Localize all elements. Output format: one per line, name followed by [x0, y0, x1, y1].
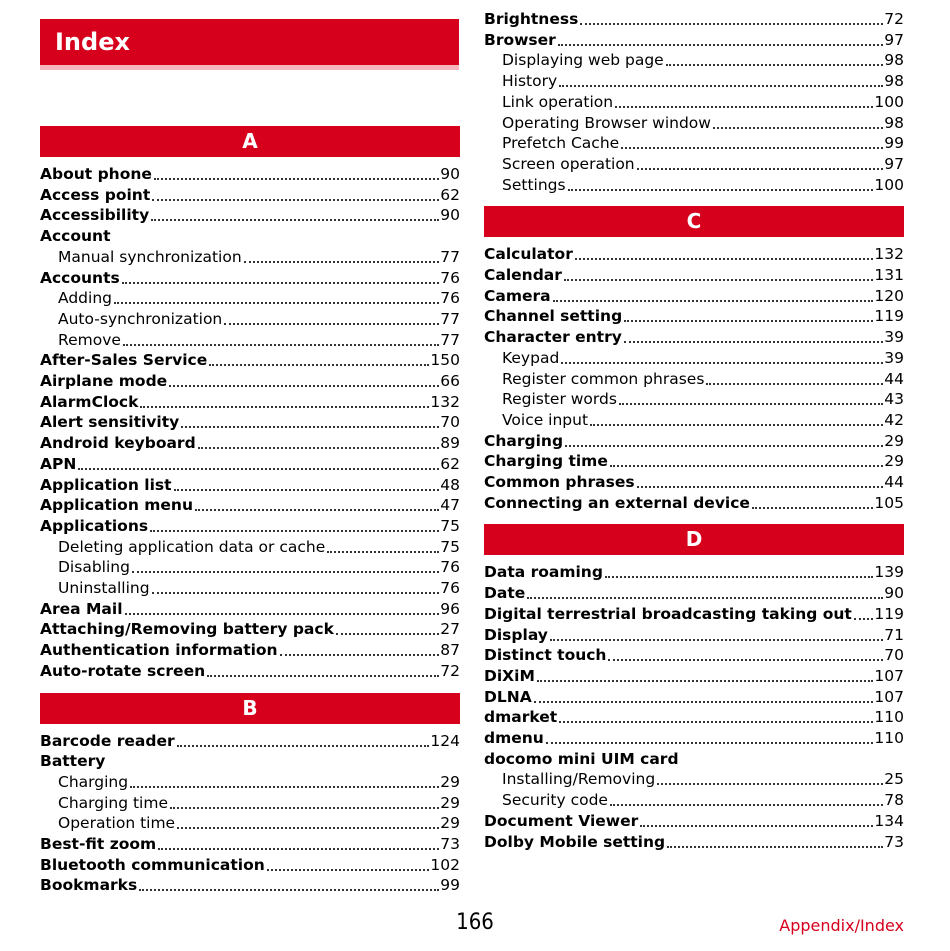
entry-label: Brightness	[484, 10, 579, 28]
entry-page-number: 110	[874, 708, 904, 727]
index-entry-connecting-an-external-device	[484, 492, 904, 513]
entry-page-number: 98	[884, 51, 904, 70]
entry-label: Charging	[484, 431, 564, 450]
dot-leader	[527, 597, 883, 599]
entry-label: Applications	[40, 516, 149, 535]
entry-page-number: 97	[884, 154, 904, 173]
dot-leader	[130, 786, 439, 788]
entry-label: AlarmClock	[40, 392, 139, 411]
entry-label: Best-fit zoom	[40, 835, 157, 853]
entry-label: Accounts	[40, 268, 120, 287]
entry-page-number: 102	[430, 855, 460, 874]
dot-leader	[565, 445, 883, 447]
dot-leader	[132, 571, 439, 573]
index-entry-brightness	[484, 8, 904, 29]
entry-page-number: 132	[874, 245, 904, 264]
index-subentry-security-code	[502, 789, 904, 810]
entry-label: Settings	[502, 175, 566, 194]
dot-leader	[667, 846, 883, 848]
dot-leader	[854, 618, 874, 620]
entry-label: Bookmarks	[40, 876, 138, 895]
entry-page-number: 98	[884, 113, 904, 132]
entry-label: Remove	[58, 330, 121, 349]
dot-leader	[122, 282, 440, 284]
entry-page-number: 134	[874, 811, 904, 830]
dot-leader	[657, 783, 883, 785]
index-subentry-link-operation	[502, 91, 904, 112]
index-entry-common-phrases	[484, 471, 904, 492]
entry-page-number: 73	[884, 832, 904, 851]
index-entry-application-menu	[40, 494, 460, 515]
entry-page-number: 39	[884, 328, 904, 347]
entry-page-number: 39	[884, 348, 904, 367]
index-entry-charging	[484, 430, 904, 451]
index-entry-camera	[484, 285, 904, 306]
dot-leader	[550, 639, 883, 641]
entry-label: Prefetch Cache	[502, 134, 620, 153]
entry-label: Charging time	[58, 793, 168, 812]
dot-leader	[558, 44, 883, 46]
index-entry-battery	[40, 750, 460, 771]
section-footer: Appendix/Index	[779, 916, 904, 935]
index-entry-character-entry	[484, 326, 904, 347]
entry-page-number: 66	[440, 372, 460, 390]
entry-label: Auto-rotate screen	[40, 661, 206, 680]
dot-leader	[224, 323, 439, 325]
entry-page-number: 77	[440, 309, 460, 328]
index-entry-attaching-removing-battery-pack	[40, 618, 460, 639]
entry-label: Charging	[58, 772, 129, 791]
entry-label: Digital terrestrial broadcasting taking out	[484, 604, 852, 623]
index-subentry-operating-browser-window	[502, 112, 904, 133]
entry-page-number: 105	[874, 493, 904, 512]
entry-label: DiXiM	[484, 666, 535, 685]
entry-page-number: 27	[440, 620, 460, 639]
index-entry-alert-sensitivity	[40, 411, 460, 432]
entry-page-number: 90	[440, 206, 460, 225]
entry-page-number: 87	[440, 641, 460, 660]
dot-leader	[152, 199, 439, 201]
dot-leader	[640, 825, 873, 827]
index-entry-barcode-reader	[40, 730, 460, 751]
dot-leader	[537, 680, 874, 682]
dot-leader	[139, 889, 439, 891]
entry-page-number: 75	[440, 516, 460, 535]
entry-page-number: 119	[874, 604, 904, 623]
entry-label: Android keyboard	[40, 434, 196, 453]
index-entry-dmenu	[484, 727, 904, 748]
dot-leader	[637, 486, 884, 488]
dot-leader	[244, 261, 440, 263]
entry-label: Authentication information	[40, 641, 278, 660]
dot-leader	[209, 364, 429, 366]
index-entry-best-fit-zoom	[40, 833, 460, 854]
entry-label: Uninstalling	[58, 579, 150, 597]
entry-label: Character entry	[484, 328, 622, 347]
dot-leader	[280, 654, 440, 656]
entry-page-number: 132	[430, 392, 460, 411]
page-number: 166	[456, 910, 494, 935]
entry-page-number: 72	[440, 661, 460, 680]
section-header-c: C	[484, 206, 904, 237]
entry-label: Common phrases	[484, 473, 635, 491]
entry-page-number: 44	[884, 369, 904, 388]
dot-leader	[666, 64, 884, 66]
dot-leader	[267, 869, 430, 871]
section-header-b: B	[40, 693, 460, 724]
entry-page-number: 29	[440, 814, 460, 833]
entry-page-number: 76	[440, 268, 460, 287]
index-entry-alarmclock	[40, 391, 460, 412]
index-entry-applications	[40, 515, 460, 536]
dot-leader	[605, 576, 873, 578]
entry-page-number: 90	[884, 584, 904, 603]
entry-page-number: 44	[884, 473, 904, 491]
index-subentry-manual-synchronization	[58, 246, 460, 267]
dot-leader	[174, 489, 440, 491]
index-entry-docomo-mini-uim-card	[484, 748, 904, 769]
entry-page-number: 119	[874, 307, 904, 326]
dot-leader	[195, 509, 439, 511]
index-entry-distinct-touch	[484, 644, 904, 665]
entry-page-number: 29	[884, 452, 904, 471]
entry-label: Date	[484, 584, 526, 603]
entry-label: Airplane mode	[40, 372, 168, 390]
index-subentry-register-words	[502, 388, 904, 409]
dot-leader	[327, 551, 439, 553]
entry-page-number: 29	[440, 793, 460, 812]
index-entry-bluetooth-communication	[40, 854, 460, 875]
index-subentry-remove	[58, 329, 460, 350]
entry-page-number: 76	[440, 289, 460, 308]
entry-page-number: 70	[884, 646, 904, 665]
index-subentry-deleting-application-data-or-cache	[58, 536, 460, 557]
index-entry-apn	[40, 453, 460, 474]
dot-leader	[336, 633, 439, 635]
index-subentry-auto-synchronization	[58, 308, 460, 329]
dot-leader	[181, 426, 439, 428]
entry-page-number: 98	[884, 72, 904, 91]
entry-page-number: 110	[874, 729, 904, 747]
entry-label: After-Sales Service	[40, 351, 208, 370]
dot-leader	[150, 530, 439, 532]
entry-page-number: 100	[874, 92, 904, 111]
entry-page-number: 120	[874, 286, 904, 305]
index-entry-charging-time	[484, 450, 904, 471]
entry-page-number: 77	[440, 330, 460, 349]
dot-leader	[158, 848, 439, 850]
index-subentry-displaying-web-page	[502, 49, 904, 70]
entry-page-number: 72	[884, 10, 904, 28]
entry-label: Dolby Mobile setting	[484, 832, 666, 851]
dot-leader	[534, 701, 874, 703]
index-entry-date	[484, 582, 904, 603]
entry-page-number: 139	[874, 563, 904, 582]
dot-leader	[610, 804, 883, 806]
index-subentry-operation-time	[58, 812, 460, 833]
dot-leader	[568, 189, 874, 191]
entry-label: Display	[484, 625, 548, 644]
index-entry-account	[40, 225, 460, 246]
index-entry-calculator	[484, 243, 904, 264]
entry-page-number: 29	[440, 772, 460, 791]
index-entry-auto-rotate-screen	[40, 660, 460, 681]
entry-label: Screen operation	[502, 154, 635, 173]
index-subentry-uninstalling	[58, 577, 460, 598]
dot-leader	[177, 827, 439, 829]
dot-leader	[152, 592, 440, 594]
entry-label: Keypad	[502, 348, 560, 367]
index-entry-calendar	[484, 264, 904, 285]
entry-page-number: 97	[884, 30, 904, 49]
entry-label: Manual synchronization	[58, 247, 242, 266]
dot-leader	[624, 320, 873, 322]
dot-leader	[546, 742, 874, 744]
index-entry-dixim	[484, 665, 904, 686]
dot-leader	[114, 302, 439, 304]
entry-page-number: 77	[440, 247, 460, 266]
dot-leader	[619, 403, 883, 405]
index-entry-document-viewer	[484, 810, 904, 831]
entry-page-number: 29	[884, 431, 904, 450]
entry-page-number: 76	[440, 579, 460, 597]
entry-label: Access point	[40, 185, 151, 204]
entry-label: dmarket	[484, 708, 558, 727]
entry-page-number: 76	[440, 558, 460, 577]
entry-page-number: 124	[430, 731, 460, 750]
index-title: Index	[40, 19, 459, 70]
entry-label: Auto-synchronization	[58, 309, 223, 328]
entry-page-number: 131	[874, 266, 904, 284]
entry-label: Area Mail	[40, 599, 123, 618]
entry-label: Barcode reader	[40, 731, 175, 750]
dot-leader	[590, 424, 883, 426]
entry-label: Attaching/Removing battery pack	[40, 620, 334, 639]
entry-label: Link operation	[502, 92, 614, 111]
index-subentry-keypad	[502, 347, 904, 368]
entry-page-number: 70	[440, 413, 460, 432]
entry-page-number: 75	[440, 537, 460, 556]
entry-label: Document Viewer	[484, 811, 639, 830]
dot-leader	[608, 659, 883, 661]
entry-label: Account	[40, 227, 111, 246]
index-entry-dlna	[484, 686, 904, 707]
dot-leader	[561, 362, 883, 364]
index-entry-airplane-mode	[40, 370, 460, 391]
entry-label: Charging time	[484, 452, 608, 471]
index-entry-bookmarks	[40, 874, 460, 895]
entry-page-number: 71	[884, 625, 904, 644]
entry-page-number: 43	[884, 390, 904, 409]
entry-page-number: 107	[874, 666, 904, 685]
entry-label: dmenu	[484, 729, 544, 747]
index-entry-channel-setting	[484, 305, 904, 326]
entry-page-number: 62	[440, 454, 460, 473]
dot-leader	[610, 465, 883, 467]
dot-leader	[752, 507, 873, 509]
index-subentry-charging	[58, 771, 460, 792]
index-subentry-settings	[502, 174, 904, 195]
index-entry-dmarket	[484, 706, 904, 727]
entry-label: Accessibility	[40, 206, 150, 225]
dot-leader	[140, 406, 429, 408]
dot-leader	[169, 385, 439, 387]
dot-leader	[207, 675, 439, 677]
entry-label: Distinct touch	[484, 646, 607, 665]
index-entry-about-phone	[40, 163, 460, 184]
entry-label: Register common phrases	[502, 369, 705, 388]
dot-leader	[198, 447, 440, 449]
index-entry-browser	[484, 29, 904, 50]
entry-label: About phone	[40, 165, 152, 183]
index-entry-digital-terrestrial-broadcasting-taking-out	[484, 603, 904, 624]
entry-page-number: 99	[884, 134, 904, 153]
index-subentry-charging-time	[58, 792, 460, 813]
index-entry-accounts	[40, 267, 460, 288]
entry-label: Camera	[484, 286, 551, 305]
entry-label: Browser	[484, 30, 556, 49]
entry-label: Connecting an external device	[484, 493, 750, 512]
entry-label: Operating Browser window	[502, 113, 711, 132]
index-entry-authentication-information	[40, 639, 460, 660]
index-subentry-disabling	[58, 556, 460, 577]
dot-leader	[615, 106, 873, 108]
entry-page-number: 25	[884, 770, 904, 789]
index-entry-dolby-mobile-setting	[484, 831, 904, 852]
entry-page-number: 150	[430, 351, 460, 370]
entry-label: docomo mini UIM card	[484, 749, 679, 768]
dot-leader	[125, 613, 440, 615]
index-subentry-screen-operation	[502, 153, 904, 174]
index-subentry-register-common-phrases	[502, 368, 904, 389]
index-entry-accessibility	[40, 204, 460, 225]
dot-leader	[553, 300, 874, 302]
index-entry-display	[484, 624, 904, 645]
dot-leader	[123, 344, 439, 346]
entry-page-number: 78	[884, 791, 904, 810]
section-header-d: D	[484, 524, 904, 555]
entry-label: Calendar	[484, 266, 562, 284]
entry-page-number: 90	[440, 165, 460, 183]
entry-label: Register words	[502, 390, 617, 409]
dot-leader	[621, 147, 883, 149]
entry-label: Application list	[40, 475, 172, 494]
entry-label: Displaying web page	[502, 51, 664, 70]
entry-page-number: 100	[874, 175, 904, 194]
entry-label: Application menu	[40, 496, 193, 515]
entry-label: Security code	[502, 791, 608, 810]
entry-label: DLNA	[484, 687, 532, 706]
entry-label: Battery	[40, 752, 106, 771]
section-header-a: A	[40, 126, 460, 157]
dot-leader	[559, 85, 883, 87]
dot-leader	[580, 23, 883, 25]
index-subentry-voice-input	[502, 409, 904, 430]
entry-page-number: 48	[440, 475, 460, 494]
entry-page-number: 62	[440, 185, 460, 204]
dot-leader	[706, 383, 883, 385]
entry-label: Bluetooth communication	[40, 855, 265, 874]
dot-leader	[575, 258, 874, 260]
entry-page-number: 47	[440, 496, 460, 515]
entry-label: Installing/Removing	[502, 770, 656, 789]
index-subentry-history	[502, 70, 904, 91]
dot-leader	[177, 745, 430, 747]
entry-page-number: 96	[440, 599, 460, 618]
index-subentry-prefetch-cache	[502, 132, 904, 153]
entry-label: Calculator	[484, 245, 573, 264]
entry-label: Alert sensitivity	[40, 413, 180, 432]
entry-label: Voice input	[502, 410, 589, 429]
dot-leader	[559, 721, 873, 723]
dot-leader	[624, 341, 883, 343]
entry-label: Operation time	[58, 814, 176, 833]
dot-leader	[713, 127, 883, 129]
entry-label: APN	[40, 454, 77, 473]
index-entry-after-sales-service	[40, 349, 460, 370]
entry-page-number: 99	[440, 876, 460, 895]
index-entry-android-keyboard	[40, 432, 460, 453]
entry-label: Adding	[58, 289, 112, 308]
dot-leader	[170, 807, 439, 809]
index-entry-area-mail	[40, 598, 460, 619]
index-entry-data-roaming	[484, 561, 904, 582]
entry-label: Deleting application data or cache	[58, 537, 326, 556]
index-entry-application-list	[40, 474, 460, 495]
entry-page-number: 107	[874, 687, 904, 706]
entry-page-number: 73	[440, 835, 460, 853]
index-subentry-installing-removing	[502, 768, 904, 789]
dot-leader	[78, 468, 439, 470]
entry-label: History	[502, 72, 558, 91]
dot-leader	[637, 168, 884, 170]
dot-leader	[151, 219, 439, 221]
index-entry-access-point	[40, 184, 460, 205]
dot-leader	[564, 279, 874, 281]
entry-label: Disabling	[58, 558, 130, 577]
entry-page-number: 42	[884, 410, 904, 429]
index-subentry-adding	[58, 287, 460, 308]
entry-page-number: 89	[440, 434, 460, 453]
entry-label: Data roaming	[484, 563, 603, 582]
entry-label: Channel setting	[484, 307, 623, 326]
dot-leader	[154, 178, 439, 180]
